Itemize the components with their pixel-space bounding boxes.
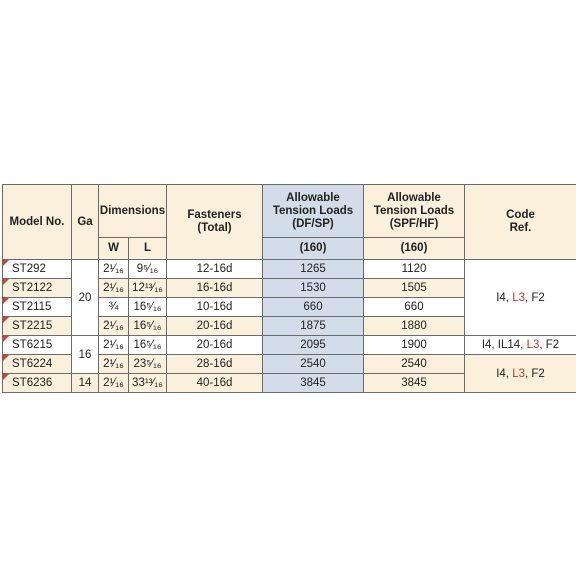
new-product-marker-icon <box>3 374 9 380</box>
length-cell: 9⁵⁄₁₆ <box>129 260 167 279</box>
model-cell <box>3 317 72 336</box>
strap-load-table-container <box>2 184 576 393</box>
width-cell: ¾ <box>99 298 129 317</box>
fasteners-cell: 40-16d <box>167 374 263 393</box>
model-cell <box>3 355 72 374</box>
code-text: I4, <box>496 291 513 304</box>
gauge-cell: 14 <box>72 374 99 393</box>
table-row <box>3 260 576 279</box>
table-row <box>3 336 576 355</box>
code-text: , F2 <box>539 339 560 351</box>
width-cell: 2¹⁄₁₆ <box>99 279 129 298</box>
load-df-cell: 2095 <box>263 336 364 355</box>
load-df-cell: 1875 <box>263 317 364 336</box>
load-df-cell: 2540 <box>263 355 364 374</box>
header-allowable-df: Allowable Tension Loads (DF/SP) <box>263 185 364 238</box>
model-text: ST292 <box>12 263 46 275</box>
model-text: ST6215 <box>12 339 53 351</box>
header-model-no: Model No. <box>3 185 72 260</box>
header-allowable-spf: Allowable Tension Loads (SPF/HF) <box>364 185 465 238</box>
length-cell: 16⁵⁄₁₆ <box>129 317 167 336</box>
strap-load-table <box>2 184 576 393</box>
fasteners-cell: 16-16d <box>167 279 263 298</box>
model-text: ST6224 <box>12 358 53 370</box>
code-ref-cell <box>465 336 576 355</box>
model-cell <box>3 279 72 298</box>
code-ref-cell <box>465 355 576 393</box>
code-text-red: L3 <box>512 291 525 304</box>
width-cell: 2¹⁄₁₆ <box>99 374 129 393</box>
load-spf-cell: 1120 <box>364 260 465 279</box>
length-cell: 16⁵⁄₁₆ <box>129 298 167 317</box>
model-cell <box>3 374 72 393</box>
new-product-marker-icon <box>3 336 9 342</box>
length-cell: 33¹³⁄₁₆ <box>129 374 167 393</box>
fasteners-cell: 20-16d <box>167 317 263 336</box>
fasteners-cell: 20-16d <box>167 336 263 355</box>
load-spf-cell: 1505 <box>364 279 465 298</box>
model-text: ST2115 <box>12 301 52 313</box>
width-cell: 2¹⁄₁₆ <box>99 355 129 374</box>
load-df-cell: 3845 <box>263 374 364 393</box>
model-text: ST2122 <box>12 282 53 294</box>
model-cell <box>3 298 72 317</box>
header-gauge: Ga <box>72 185 99 260</box>
model-text: ST2215 <box>12 320 53 332</box>
length-cell: 12¹³⁄₁₆ <box>129 279 167 298</box>
code-text: I4, IL14, <box>481 339 527 351</box>
new-product-marker-icon <box>3 279 9 285</box>
header-length: L <box>129 238 167 260</box>
load-spf-cell: 1880 <box>364 317 465 336</box>
gauge-cell: 20 <box>72 260 99 336</box>
header-width: W <box>99 238 129 260</box>
model-text: ST6236 <box>12 377 53 389</box>
width-cell: 2¹⁄₁₆ <box>99 317 129 336</box>
code-text-red: L3 <box>526 339 540 351</box>
load-df-cell: 660 <box>263 298 364 317</box>
model-cell <box>3 336 72 355</box>
load-spf-cell: 660 <box>364 298 465 317</box>
length-cell: 16⁵⁄₁₆ <box>129 336 167 355</box>
new-product-marker-icon <box>3 298 9 304</box>
gauge-cell: 16 <box>72 336 99 374</box>
code-text-red: L3 <box>512 367 525 380</box>
load-df-cell: 1530 <box>263 279 364 298</box>
code-text: , F2 <box>524 367 545 380</box>
fasteners-cell: 28-16d <box>167 355 263 374</box>
load-spf-cell: 3845 <box>364 374 465 393</box>
header-fasteners: Fasteners (Total) <box>167 185 263 260</box>
width-cell: 2¹⁄₁₆ <box>99 260 129 279</box>
header-code-ref: Code Ref. <box>465 185 576 260</box>
model-cell <box>3 260 72 279</box>
fasteners-cell: 12-16d <box>167 260 263 279</box>
new-product-marker-icon <box>3 317 9 323</box>
load-spf-cell: 2540 <box>364 355 465 374</box>
code-text: , F2 <box>524 291 545 304</box>
code-ref-cell <box>465 260 576 336</box>
header-df-sub: (160) <box>263 238 364 260</box>
new-product-marker-icon <box>3 355 9 361</box>
header-dimensions: Dimensions <box>99 185 167 238</box>
code-text: I4, <box>496 367 513 380</box>
new-product-marker-icon <box>3 260 9 266</box>
width-cell: 2¹⁄₁₆ <box>99 336 129 355</box>
load-spf-cell: 1900 <box>364 336 465 355</box>
header-spf-sub: (160) <box>364 238 465 260</box>
length-cell: 23⁵⁄₁₆ <box>129 355 167 374</box>
load-df-cell: 1265 <box>263 260 364 279</box>
fasteners-cell: 10-16d <box>167 298 263 317</box>
